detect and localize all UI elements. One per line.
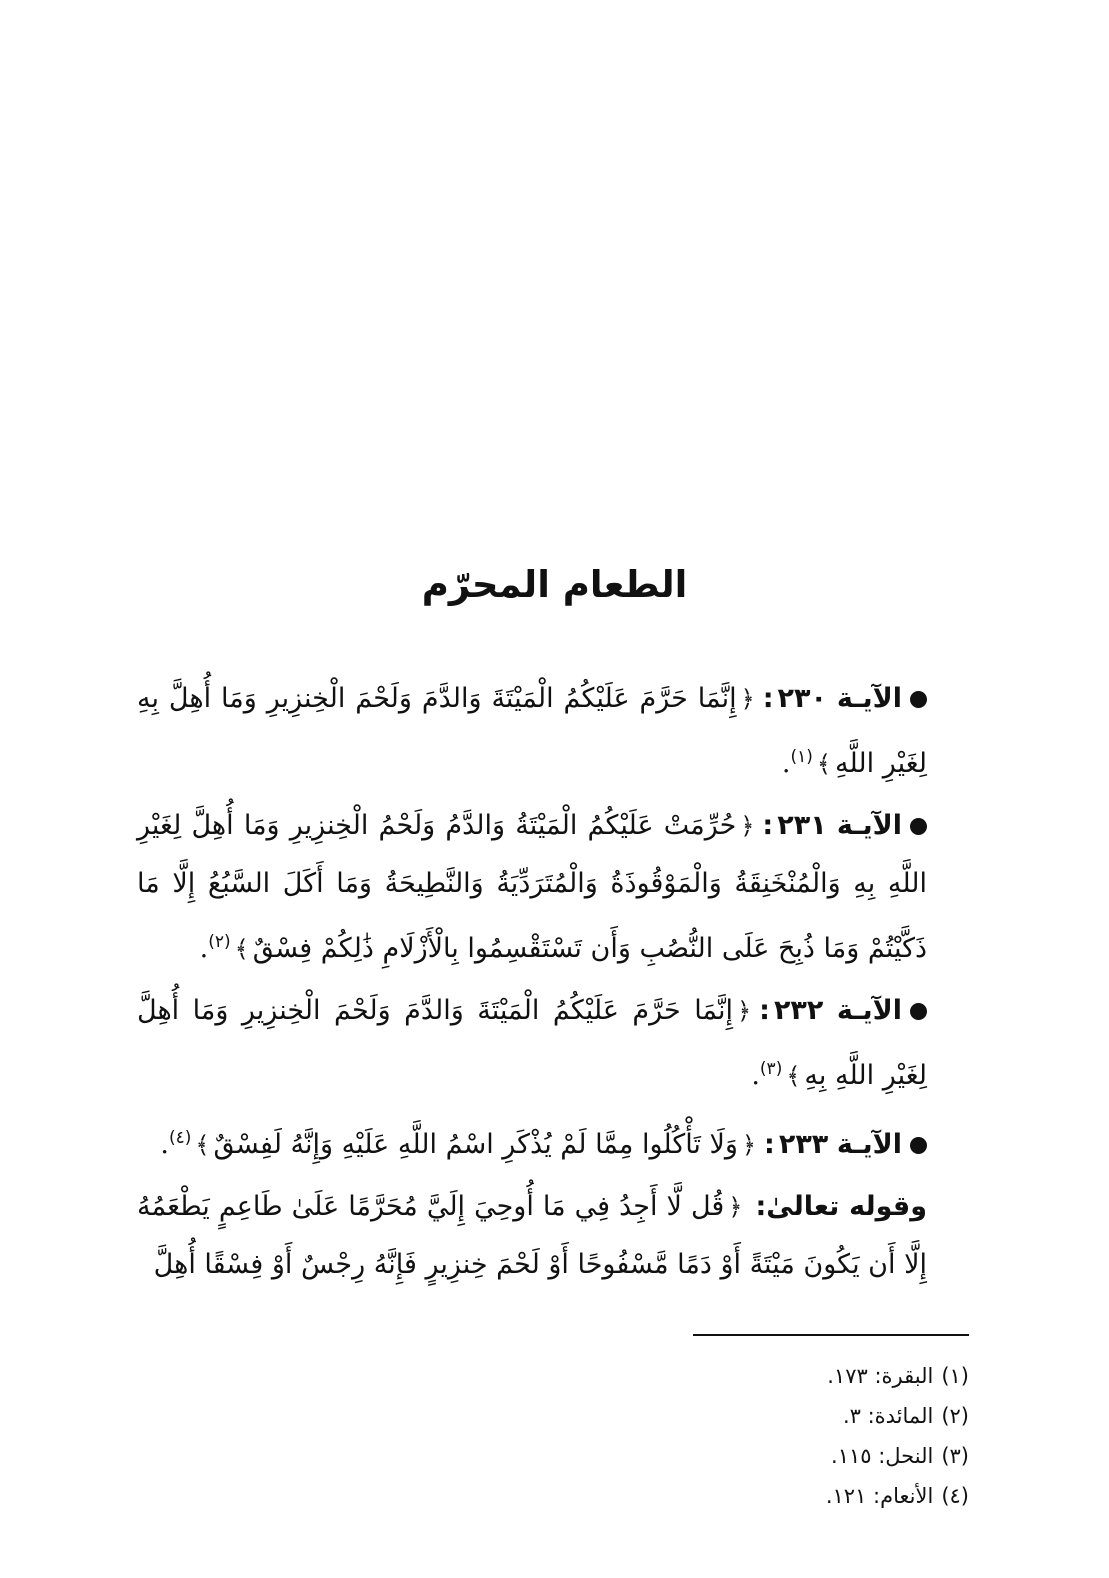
footnote-number: (٢) xyxy=(941,1404,969,1428)
footnote-item xyxy=(569,1396,969,1436)
quran-close-bracket: ﴾ xyxy=(786,1062,801,1090)
footnote-item xyxy=(569,1476,969,1516)
verse-label: الآيـة xyxy=(836,995,902,1026)
footnote-number: (١) xyxy=(941,1364,969,1388)
quran-open-bracket: ﴿ xyxy=(737,997,752,1025)
quran-open-bracket: ﴿ xyxy=(740,812,755,840)
bullet-icon xyxy=(910,818,927,835)
verse-label: الآيـة xyxy=(836,683,902,714)
verse-label: الآيـة xyxy=(836,810,902,841)
verse-colon: : xyxy=(762,683,774,714)
closing-verse xyxy=(137,1178,927,1294)
bullet-icon xyxy=(910,1137,927,1154)
verse-entry-230: الآيـة ٢٣٠:﴿إِنَّمَا حَرَّمَ عَلَيْكُمُ الْمَيْتَةَ وَالدَّمَ وَلَحْمَ الْخِنزِيرِ وَمَا أُهِلَّ بِهِ لِغَيْرِ اللَّهِ﴾$^{(١)}$. xyxy=(137,683,927,779)
verse-text: إِنَّمَا حَرَّمَ عَلَيْكُمُ الْمَيْتَةَ وَالدَّمَ وَلَحْمَ الْخِنزِيرِ وَمَا أُهِلَّ لِغَيْرِ اللَّهِ بِهِ xyxy=(137,995,927,1091)
verse-text: وَلَا تَأْكُلُوا مِمَّا لَمْ يُذْكَرِ اسْمُ اللَّهِ عَلَيْهِ وَإِنَّهُ لَفِسْقٌ xyxy=(213,1129,738,1160)
verse-entry-231: الآيـة ٢٣١:﴿حُرِّمَتْ عَلَيْكُمُ الْمَيْتَةُ وَالدَّمُ وَلَحْمُ الْخِنزِيرِ وَمَا أُهِلَّ لِغَيْرِ اللَّهِ بِهِ وَالْمُنْخَنِقَةُ وَالْمَوْقُوذَةُ وَالْمُتَرَدِّيَةُ وَالنَّطِيحَةُ وَمَا أَكَلَ السَّبُعُ إِلَّا مَا ذَكَّيْتُمْ وَمَا ذُبِحَ عَلَى النُّصُبِ وَأَن تَسْتَقْسِمُوا بِالْأَزْلَامِ ذَٰلِكُمْ فِسْقٌ﴾$^{(٢)}$. xyxy=(137,810,927,964)
footnote-text: المائدة: ٣. xyxy=(842,1404,934,1428)
verse-colon: : xyxy=(762,810,774,841)
verse-number: ٢٣١ xyxy=(777,810,827,841)
closing-verse-text: قُل لَّا أَجِدُ فِي مَا أُوحِيَ إِلَيَّ مُحَرَّمًا عَلَىٰ طَاعِمٍ يَطْعَمُهُ إِلَّا أَن يَكُونَ مَيْتَةً أَوْ دَمًا مَّسْفُوحًا أَوْ لَحْمَ خِنزِيرٍ فَإِنَّهُ رِجْسٌ أَوْ فِسْقًا أُهِلَّ xyxy=(137,1191,927,1280)
verse-text: إِنَّمَا حَرَّمَ عَلَيْكُمُ الْمَيْتَةَ وَالدَّمَ وَلَحْمَ الْخِنزِيرِ وَمَا أُهِلَّ بِهِ لِغَيْرِ اللَّهِ xyxy=(137,683,927,779)
page-title: الطعام المحرّم xyxy=(421,563,688,606)
verse-colon: : xyxy=(764,1129,775,1160)
footnote-ref: (٣) xyxy=(759,1059,783,1079)
quran-open-bracket: ﴿ xyxy=(728,1193,743,1221)
verse-number: ٢٣٢ xyxy=(773,995,824,1026)
footnote-ref: (١) xyxy=(790,747,813,767)
quran-close-bracket: ﴾ xyxy=(816,750,831,778)
footnote-ref: (٢) xyxy=(208,932,231,952)
bullet-icon xyxy=(910,691,927,708)
footnote-ref: (٤) xyxy=(168,1128,192,1148)
verse-entry-233: الآيـة ٢٣٣:﴿وَلَا تَأْكُلُوا مِمَّا لَمْ يُذْكَرِ اسْمُ اللَّهِ عَلَيْهِ وَإِنَّهُ لَفِسْقٌ﴾$^{(٤)}$. xyxy=(137,1109,927,1174)
verses-body xyxy=(137,670,927,1298)
footnote-item xyxy=(569,1436,969,1476)
quran-close-bracket: ﴾ xyxy=(195,1131,210,1159)
verse-number: ٢٣٠ xyxy=(777,683,827,714)
footnote-number: (٤) xyxy=(941,1484,969,1508)
verse-text: حُرِّمَتْ عَلَيْكُمُ الْمَيْتَةُ وَالدَّمُ وَلَحْمُ الْخِنزِيرِ وَمَا أُهِلَّ لِغَيْرِ اللَّهِ بِهِ وَالْمُنْخَنِقَةُ وَالْمَوْقُوذَةُ وَالْمُتَرَدِّيَةُ وَالنَّطِيحَةُ وَمَا أَكَلَ السَّبُعُ إِلَّا مَا ذَكَّيْتُمْ وَمَا ذُبِحَ عَلَى النُّصُبِ وَأَن تَسْتَقْسِمُوا بِالْأَزْلَامِ ذَٰلِكُمْ فِسْقٌ xyxy=(137,810,927,964)
footnote-item xyxy=(569,1356,969,1396)
footnote-text: النحل: ١١٥. xyxy=(831,1444,934,1468)
footnote-text: البقرة: ١٧٣. xyxy=(827,1364,934,1388)
bullet-icon xyxy=(910,1003,927,1020)
quran-open-bracket: ﴿ xyxy=(741,1131,757,1159)
footnote-divider xyxy=(693,1334,969,1336)
footnote-text: الأنعام: ١٢١. xyxy=(825,1484,934,1508)
verse-colon: : xyxy=(759,995,770,1026)
closing-label: وقوله تعالىٰ: xyxy=(755,1191,927,1222)
quran-open-bracket: ﴿ xyxy=(740,685,755,713)
verse-number: ٢٣٣ xyxy=(778,1129,829,1160)
footnote-number: (٣) xyxy=(941,1444,969,1468)
quran-close-bracket: ﴾ xyxy=(234,935,249,963)
verse-entry-232: الآيـة ٢٣٢:﴿إِنَّمَا حَرَّمَ عَلَيْكُمُ الْمَيْتَةَ وَالدَّمَ وَلَحْمَ الْخِنزِيرِ وَمَا أُهِلَّ لِغَيْرِ اللَّهِ بِهِ﴾$^{(٣)}$. xyxy=(137,995,927,1091)
footnotes xyxy=(569,1356,969,1516)
verse-label: الآيـة xyxy=(836,1129,902,1160)
